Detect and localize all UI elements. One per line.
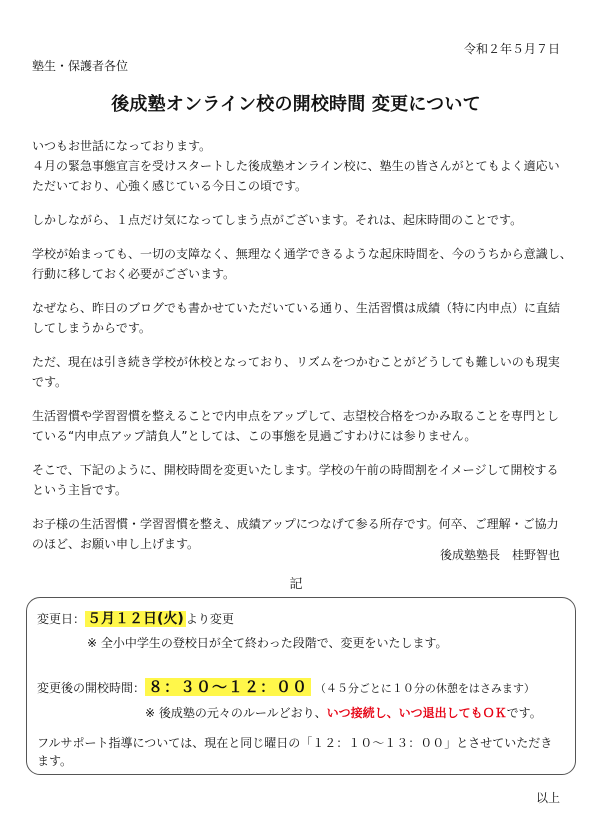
body-line: 行動に移しておく必要がございます。 [32,267,236,281]
hours-row [37,676,535,697]
fullsupport-line: ます。 [37,754,73,768]
note-schedule: ※ 全小中学生の登校日が全て終わった段階で、変更をいたします。 [87,636,448,650]
hours-value: ８：３０～１２：００ [145,678,311,696]
body-line: そこで、下記のように、開校時間を変更いたします。学校の午前の時間割をイメージして開校する [32,463,559,477]
change-date-suffix: より変更 [185,612,234,626]
note-rule-emphasis: いつ接続し、いつ退出してもＯＫ [326,706,507,720]
hours-note: （４５分ごとに１０分の休憩をはさみます） [314,682,535,695]
body-line: ただ、現在は引き続き学校が休校となっており、リズムをつかむことがどうしても難しいのも現実 [32,355,560,369]
document-date: 令和２年５月７日 [463,42,560,56]
body-line: です。 [32,375,68,389]
paragraph-reason [32,298,562,338]
paragraph-greeting [32,136,562,196]
body-line: なぜなら、昨日のブログでも書かせていただいている通り、生活習慣は成績（特に内申点）に直結 [32,301,561,315]
paragraph-concern [32,210,562,230]
paragraph-current [32,352,562,392]
body-line: 生活習慣や学習習慣を整えることで内申点をアップして、志望校合格をつかみ取ることを専門とし [32,409,559,423]
paragraph-school-start [32,244,572,284]
change-date-row [37,608,234,628]
body-line: お子様の生活習慣・学習習慣を整え、成績アップにつなげて参る所存です。何卒、ご理解・ご協力 [32,517,559,531]
recipients: 塾生・保護者各位 [32,59,129,73]
hours-label: 変更後の開校時間： [37,681,146,695]
signature: 後成塾塾長 桂野智也 [439,548,560,562]
document-title: 後成塾オンライン校の開校時間 変更について [111,94,481,115]
change-date-label: 変更日： [37,612,86,626]
details-box [26,597,576,775]
ki-heading: 記 [289,577,303,592]
paragraph-change [32,460,562,500]
change-date-value: ５月１２日(火) [87,611,184,627]
body-line: のほど、お願い申し上げます。 [32,537,200,551]
note-rule-suffix: です。 [506,706,542,720]
body-line: という主旨です。 [32,483,128,497]
body-line: しかしながら、１点だけ気になってしまう点がございます。それは、起床時間のことです。 [32,213,523,227]
fullsupport-text [37,734,552,770]
closing-ijo: 以上 [535,791,560,805]
body-line: ４月の緊急事態宣言を受けスタートした後成塾オンライン校に、塾生の皆さんがとてもよく適応い [32,159,560,173]
body-line: 学校が始まっても、一切の支障なく、無理なく通学できるような起床時間を、今のうちから意識し、 [32,247,572,261]
body-line: ている“内申点アップ請負人”としては、この事態を見過ごすわけには参りません。 [32,429,477,443]
body-line: してしまうからです。 [32,321,151,335]
paragraph-mission [32,406,562,446]
body-line: ただいており、心強く感じている今日この頃です。 [32,179,308,193]
note-rule-prefix: ※ 後成塾の元々のルールどおり、 [145,706,327,720]
letter-body [32,136,572,568]
fullsupport-line: フルサポート指導については、現在と同じ曜日の「１２：１０～１３：００」とさせていただき [37,736,553,750]
body-line: いつもお世話になっております。 [32,139,212,153]
note-rule [145,704,542,721]
